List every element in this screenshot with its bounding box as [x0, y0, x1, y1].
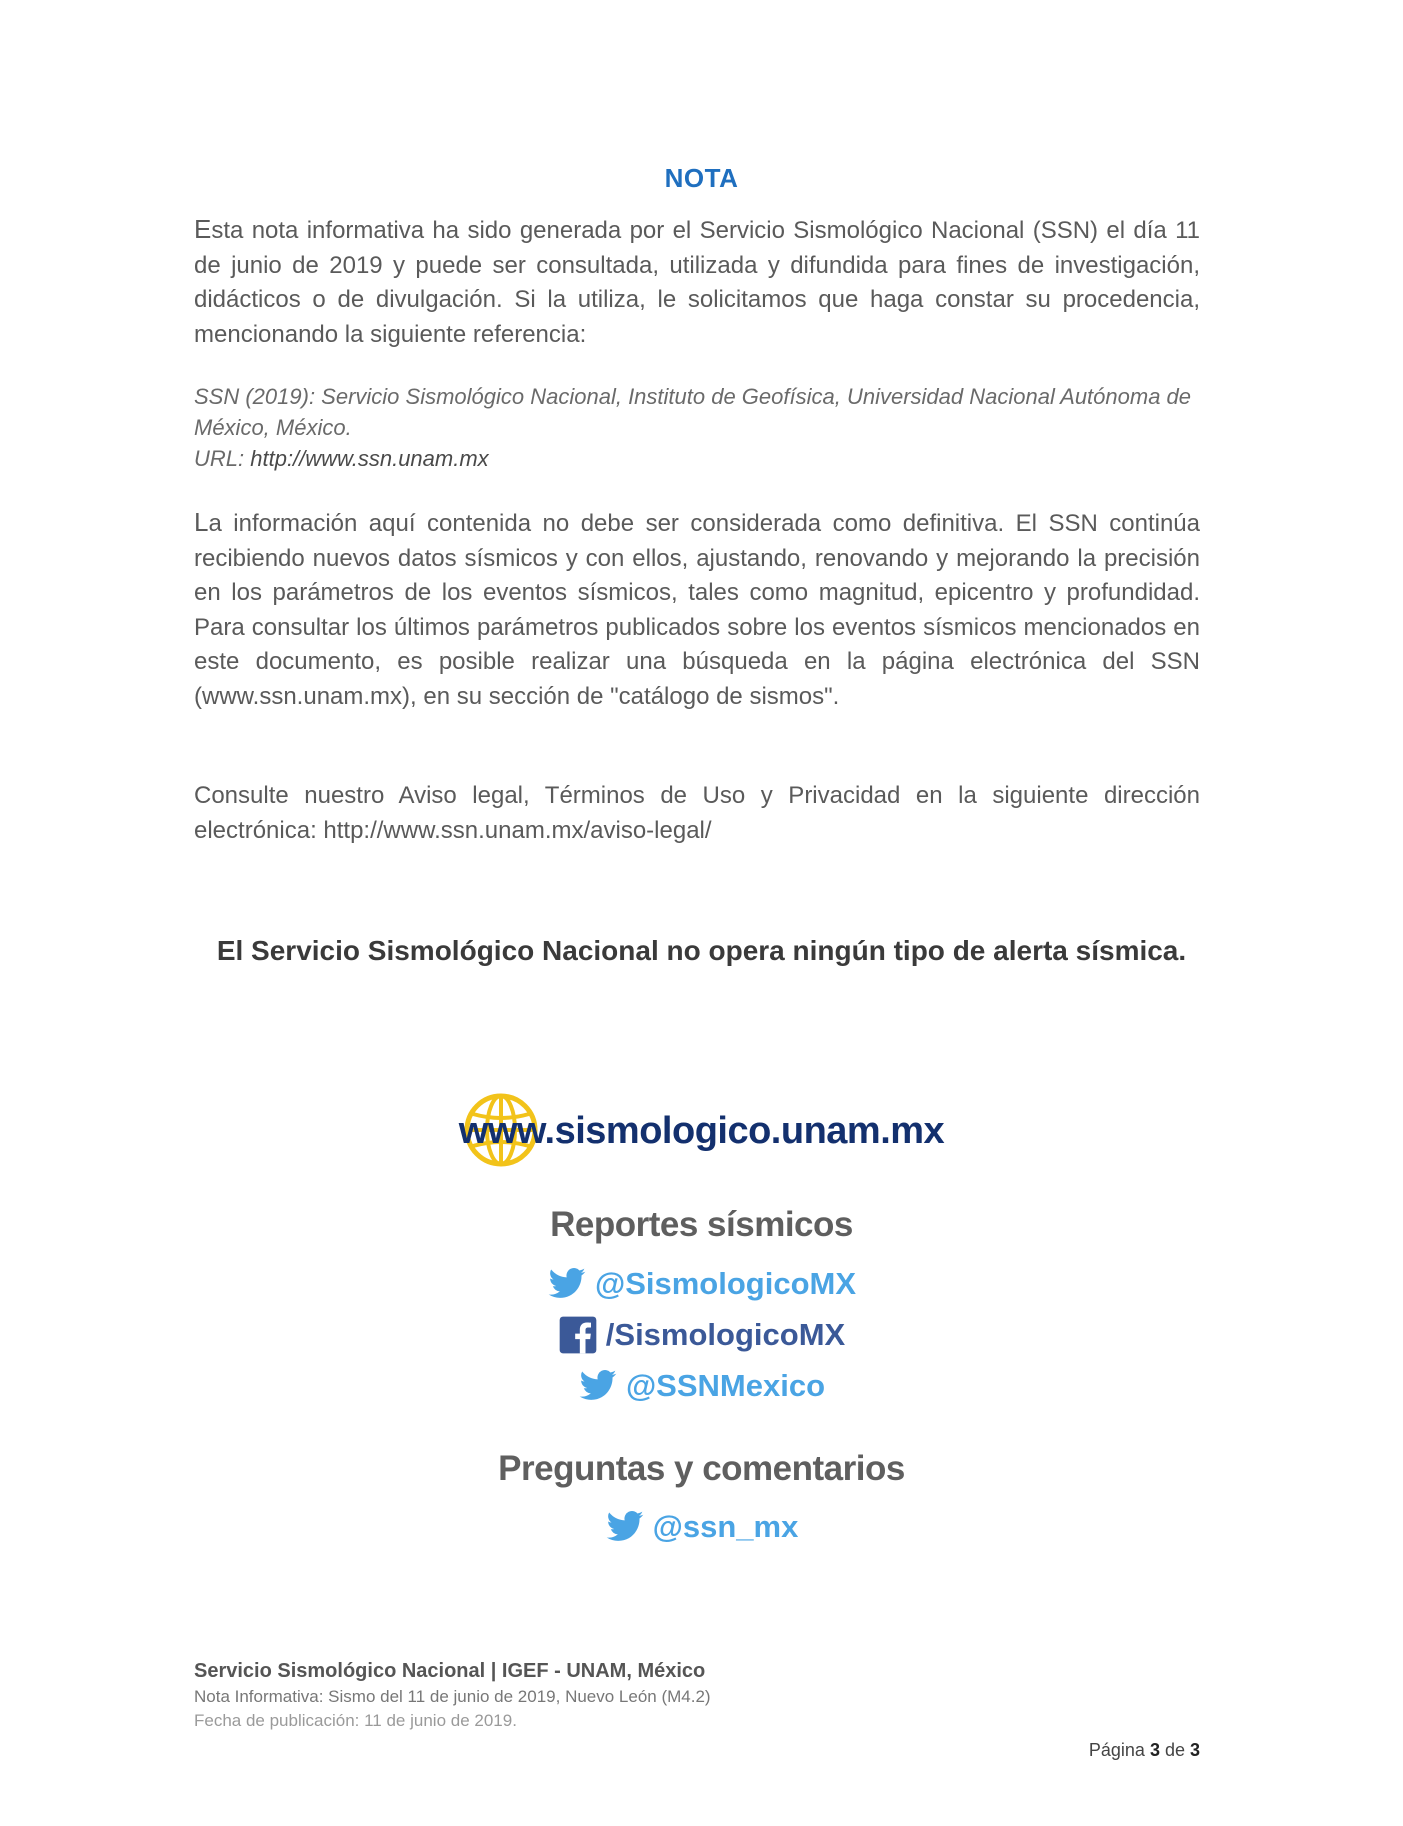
footer-date: Fecha de publicación: 11 de junio de 2019.: [194, 1711, 517, 1730]
reports-item-twitter-sismologico[interactable]: [0, 1262, 1403, 1316]
disclaimer-paragraph: [194, 505, 1200, 714]
reference-url-line: [194, 443, 1200, 474]
questions-handle: @ssn_mx: [652, 1509, 799, 1544]
reports-handle-1: @SismologicoMX: [594, 1266, 857, 1301]
reports-item-facebook-sismologico[interactable]: [0, 1313, 1403, 1367]
reports-handle-3: @SSNMexico: [625, 1368, 826, 1403]
intro-first-letter: E: [194, 214, 212, 244]
reference-citation: SSN (2019): Servicio Sismológico Nacional, Instituto de Geofísica, Universidad Nacional Autónoma de México, México.: [194, 384, 1192, 440]
questions-heading: Preguntas y comentarios: [498, 1449, 905, 1488]
disclaimer-first-letter: L: [194, 507, 209, 537]
twitter-icon: [605, 1507, 645, 1547]
reference-url-link[interactable]: http://www.ssn.unam.mx: [250, 446, 489, 471]
twitter-icon: [547, 1264, 587, 1304]
page-title: NOTA: [664, 163, 739, 193]
reports-item-twitter-ssnmexico[interactable]: [0, 1364, 1403, 1418]
facebook-icon: [558, 1315, 598, 1355]
reference-url-label: URL:: [194, 446, 251, 471]
page-total: 3: [1189, 1740, 1200, 1760]
reports-heading: Reportes sísmicos: [550, 1205, 853, 1244]
intro-paragraph: [194, 212, 1200, 352]
page-prefix: Página: [1088, 1740, 1150, 1760]
footer-note: Nota Informativa: Sismo del 11 de junio de 2019, Nuevo León (M4.2): [194, 1687, 711, 1706]
page-number: [994, 1740, 1200, 1761]
website-banner[interactable]: [0, 1096, 1403, 1176]
disclaimer-text: a información aquí contenida no debe ser considerada como definitiva. El SSN continúa recibiendo nuevos datos sísmicos y con ellos, ajustando, renovando y mejorando la precisión en los parámetros de los eventos sísmicos, tales como magnitud, epicentro y profundidad. Para consultar los últimos parámetros publicados sobre los eventos sísmicos mencionados en este documento, es posible realizar una búsqueda en la página electrónica del SSN (www.ssn.unam.mx), en su sección de "catálogo de sismos".: [194, 510, 1200, 710]
legal-paragraph: Consulte nuestro Aviso legal, Términos de Uso y Privacidad en la siguiente dirección electrónica: http://www.ssn.unam.mx/aviso-legal/: [194, 782, 1200, 844]
page-mid: de: [1159, 1740, 1190, 1760]
questions-item-twitter[interactable]: [0, 1505, 1403, 1559]
reports-handle-2: /SismologicoMX: [605, 1317, 846, 1352]
twitter-icon: [578, 1366, 618, 1406]
intro-text: sta nota informativa ha sido generada por el Servicio Sismológico Nacional (SSN) el día 11 de junio de 2019 y puede ser consultada, utilizada y difundida para fines de investigación, didácticos o de divulgación. Si la utiliza, le solicitamos que haga constar su procedencia, mencionando la siguiente referencia:: [194, 217, 1200, 348]
website-url[interactable]: www.sismologico.unam.mx: [458, 1110, 945, 1152]
reference-block: [194, 381, 1200, 474]
footer-org: Servicio Sismológico Nacional | IGEF - UNAM, México: [194, 1660, 706, 1682]
page-current: 3: [1149, 1740, 1160, 1760]
alert-statement: El Servicio Sismológico Nacional no opera ningún tipo de alerta sísmica.: [216, 935, 1187, 966]
